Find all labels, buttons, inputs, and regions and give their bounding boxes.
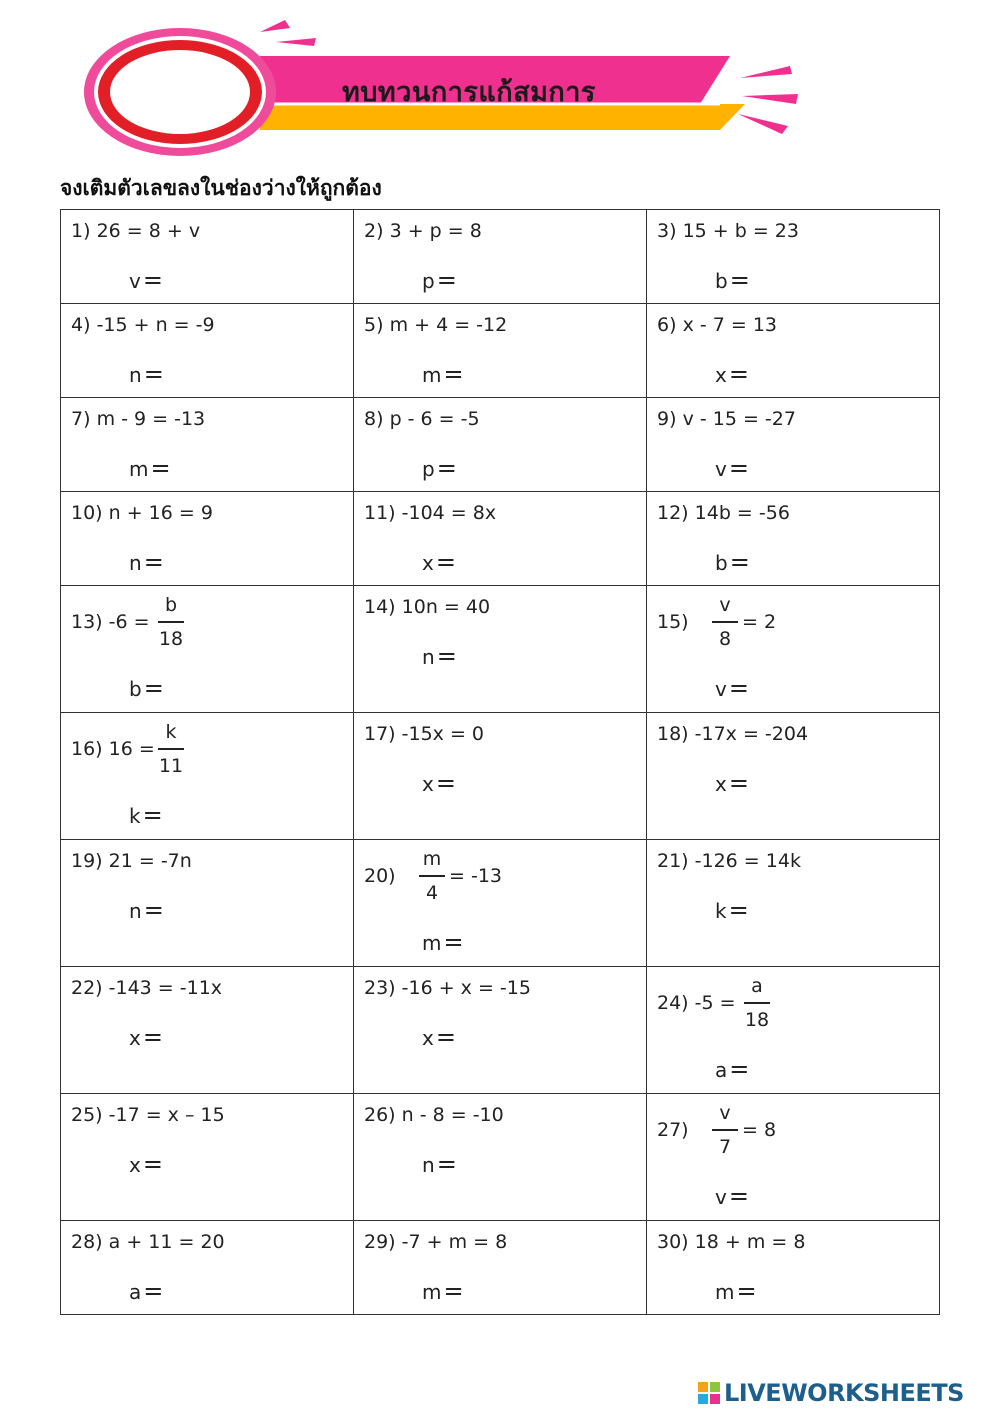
problem-equation bbox=[71, 977, 222, 999]
problem-number: 11) bbox=[364, 502, 396, 524]
fraction-numerator: v bbox=[719, 594, 731, 616]
answer-equals-sign: = bbox=[142, 1150, 163, 1178]
problem-equation bbox=[657, 992, 736, 1014]
liveworksheets-logo bbox=[698, 1378, 964, 1408]
fraction-denominator: 7 bbox=[718, 1136, 732, 1158]
answer-variable: n bbox=[422, 645, 435, 669]
answer-variable: b bbox=[715, 269, 728, 293]
equation-text: 14b = -56 bbox=[694, 502, 790, 524]
answer-variable: k bbox=[715, 899, 727, 923]
answer-variable: b bbox=[715, 551, 728, 575]
answer-equals-sign: = bbox=[143, 548, 164, 576]
grid-row bbox=[61, 210, 940, 304]
problem-number: 1) bbox=[71, 220, 91, 242]
problem-equation bbox=[657, 502, 790, 524]
answer-equals-sign: = bbox=[728, 1182, 749, 1210]
equation-text: 21 = -7n bbox=[108, 850, 192, 872]
problem-cell bbox=[354, 967, 647, 1094]
problem-equation bbox=[364, 1231, 507, 1253]
answer-blank[interactable] bbox=[129, 896, 164, 924]
problem-number: 21) bbox=[657, 850, 689, 872]
equation-text: v - 15 = -27 bbox=[682, 408, 796, 430]
answer-blank[interactable] bbox=[715, 266, 750, 294]
problem-number: 9) bbox=[657, 408, 677, 430]
answer-variable: m bbox=[422, 1280, 442, 1304]
answer-variable: x bbox=[422, 772, 434, 796]
problem-equation bbox=[364, 408, 480, 430]
answer-equals-sign: = bbox=[443, 1277, 464, 1305]
answer-blank[interactable] bbox=[422, 1277, 464, 1305]
problem-cell bbox=[61, 492, 354, 586]
problem-grid bbox=[60, 209, 940, 1315]
problem-equation bbox=[657, 1119, 689, 1141]
fraction-denominator: 8 bbox=[718, 628, 732, 650]
answer-equals-sign: = bbox=[142, 266, 163, 294]
problem-cell bbox=[647, 304, 940, 398]
answer-blank[interactable] bbox=[422, 1023, 456, 1051]
grid-row bbox=[61, 713, 940, 840]
fraction-numerator: m bbox=[422, 848, 442, 870]
equation-text: -143 = -11x bbox=[108, 977, 223, 999]
problem-equation bbox=[657, 850, 801, 872]
problem-number: 15) bbox=[657, 611, 689, 633]
answer-blank[interactable] bbox=[129, 1277, 163, 1305]
problem-equation bbox=[364, 596, 490, 618]
equation-text: -104 = 8x bbox=[401, 502, 497, 524]
answer-blank[interactable] bbox=[715, 1277, 757, 1305]
grid-row bbox=[61, 840, 940, 967]
fraction-bar bbox=[712, 621, 738, 623]
liveworksheets-logo-icon bbox=[698, 1382, 720, 1404]
equation-text: 26 = 8 + v bbox=[96, 220, 201, 242]
problem-cell bbox=[354, 398, 647, 492]
problem-number: 27) bbox=[657, 1119, 689, 1141]
equation-text: -17x = -204 bbox=[694, 723, 809, 745]
grid-row bbox=[61, 967, 940, 1094]
answer-variable: m bbox=[422, 931, 442, 955]
problem-number: 29) bbox=[364, 1231, 396, 1253]
problem-cell bbox=[354, 713, 647, 840]
problem-number: 20) bbox=[364, 865, 396, 887]
problem-cell bbox=[647, 1094, 940, 1221]
equation-text: 15 + b = 23 bbox=[682, 220, 799, 242]
answer-variable: n bbox=[129, 363, 142, 387]
answer-variable: x bbox=[715, 772, 727, 796]
problem-number: 13) bbox=[71, 611, 103, 633]
fraction-bar bbox=[744, 1002, 770, 1004]
fraction-denominator: 4 bbox=[425, 882, 439, 904]
problem-equation bbox=[364, 314, 507, 336]
problem-cell bbox=[354, 210, 647, 304]
answer-equals-sign: = bbox=[728, 360, 749, 388]
answer-blank[interactable] bbox=[715, 548, 750, 576]
problem-number: 6) bbox=[657, 314, 677, 336]
answer-equals-sign: = bbox=[143, 360, 164, 388]
problem-equation bbox=[364, 502, 496, 524]
problem-equation bbox=[657, 220, 799, 242]
answer-blank[interactable] bbox=[129, 1023, 163, 1051]
problem-cell bbox=[354, 304, 647, 398]
answer-equals-sign: = bbox=[435, 1023, 456, 1051]
equation-text: -7 + m = 8 bbox=[401, 1231, 508, 1253]
problem-number: 8) bbox=[364, 408, 384, 430]
equation-prefix: 16 = bbox=[108, 738, 155, 760]
problem-equation bbox=[364, 220, 482, 242]
equation-text: a + 11 = 20 bbox=[108, 1231, 225, 1253]
problem-cell bbox=[61, 713, 354, 840]
answer-equals-sign: = bbox=[729, 266, 750, 294]
problem-equation bbox=[71, 502, 213, 524]
problem-equation bbox=[71, 738, 155, 760]
equation-text: -15x = 0 bbox=[401, 723, 485, 745]
answer-variable: v bbox=[715, 677, 727, 701]
fraction-bar bbox=[158, 748, 184, 750]
fraction bbox=[158, 721, 184, 777]
answer-equals-sign: = bbox=[143, 674, 164, 702]
problem-equation bbox=[71, 850, 192, 872]
instruction-text: จงเติมตัวเลขลงในช่องว่างให้ถูกต้อง bbox=[60, 176, 382, 200]
grid-row bbox=[61, 492, 940, 586]
problem-number: 23) bbox=[364, 977, 396, 999]
problem-number: 14) bbox=[364, 596, 396, 618]
answer-variable: k bbox=[129, 804, 141, 828]
answer-variable: a bbox=[715, 1058, 728, 1082]
problem-cell bbox=[354, 1094, 647, 1221]
equation-text: 3 + p = 8 bbox=[389, 220, 482, 242]
answer-equals-sign: = bbox=[142, 1023, 163, 1051]
fraction-bar bbox=[158, 621, 184, 623]
fraction-numerator: b bbox=[164, 594, 178, 616]
answer-blank[interactable] bbox=[422, 266, 457, 294]
answer-equals-sign: = bbox=[143, 1277, 164, 1305]
liveworksheets-brand: LIVEWORKSHEETS bbox=[724, 1379, 964, 1407]
problem-equation bbox=[364, 977, 531, 999]
answer-equals-sign: = bbox=[436, 642, 457, 670]
problem-number: 28) bbox=[71, 1231, 103, 1253]
fraction bbox=[712, 594, 738, 650]
fraction bbox=[744, 975, 770, 1031]
answer-blank[interactable] bbox=[422, 548, 456, 576]
problem-cell bbox=[647, 398, 940, 492]
worksheet-title: ทบทวนการแก้สมการ bbox=[342, 77, 596, 108]
answer-variable: m bbox=[422, 363, 442, 387]
answer-variable: v bbox=[129, 269, 141, 293]
answer-equals-sign: = bbox=[436, 1150, 457, 1178]
answer-equals-sign: = bbox=[436, 266, 457, 294]
problem-equation bbox=[71, 611, 150, 633]
problem-equation bbox=[364, 1104, 504, 1126]
answer-variable: x bbox=[715, 363, 727, 387]
problem-number: 17) bbox=[364, 723, 396, 745]
fraction bbox=[712, 1102, 738, 1158]
answer-blank[interactable] bbox=[129, 454, 171, 482]
equation-text: x - 7 = 13 bbox=[682, 314, 778, 336]
problem-cell bbox=[647, 840, 940, 967]
fraction-denominator: 18 bbox=[744, 1009, 770, 1031]
problem-cell bbox=[61, 1221, 354, 1315]
answer-blank[interactable] bbox=[129, 674, 164, 702]
problem-number: 10) bbox=[71, 502, 103, 524]
answer-variable: x bbox=[129, 1026, 141, 1050]
problem-number: 19) bbox=[71, 850, 103, 872]
answer-equals-sign: = bbox=[143, 896, 164, 924]
answer-variable: p bbox=[422, 457, 435, 481]
answer-variable: x bbox=[422, 551, 434, 575]
answer-equals-sign: = bbox=[436, 454, 457, 482]
problem-equation bbox=[71, 314, 215, 336]
answer-variable: n bbox=[422, 1153, 435, 1177]
answer-blank[interactable] bbox=[715, 360, 749, 388]
problem-number: 26) bbox=[364, 1104, 396, 1126]
fraction-numerator: v bbox=[719, 1102, 731, 1124]
answer-blank[interactable] bbox=[422, 360, 464, 388]
grid-row bbox=[61, 586, 940, 713]
fraction-bar bbox=[419, 875, 445, 877]
problem-number: 16) bbox=[71, 738, 103, 760]
problem-cell bbox=[647, 713, 940, 840]
problem-cell bbox=[354, 586, 647, 713]
equation-text: -17 = x – 15 bbox=[108, 1104, 225, 1126]
answer-equals-sign: = bbox=[729, 548, 750, 576]
problem-cell bbox=[647, 967, 940, 1094]
problem-cell bbox=[647, 586, 940, 713]
problem-cell bbox=[647, 1221, 940, 1315]
problem-cell bbox=[354, 492, 647, 586]
problem-cell bbox=[61, 398, 354, 492]
problem-equation bbox=[71, 408, 205, 430]
answer-variable: x bbox=[129, 1153, 141, 1177]
answer-blank[interactable] bbox=[422, 1150, 457, 1178]
answer-variable: p bbox=[422, 269, 435, 293]
answer-variable: b bbox=[129, 677, 142, 701]
problem-cell bbox=[647, 210, 940, 304]
answer-equals-sign: = bbox=[150, 454, 171, 482]
fraction bbox=[158, 594, 184, 650]
answer-equals-sign: = bbox=[443, 360, 464, 388]
problem-number: 12) bbox=[657, 502, 689, 524]
answer-variable: v bbox=[715, 1185, 727, 1209]
equation-text: -15 + n = -9 bbox=[96, 314, 215, 336]
answer-blank[interactable] bbox=[715, 769, 749, 797]
header-banner bbox=[80, 18, 800, 163]
equation-prefix: -6 = bbox=[108, 611, 150, 633]
answer-variable: n bbox=[129, 899, 142, 923]
answer-equals-sign: = bbox=[142, 801, 163, 829]
answer-blank[interactable] bbox=[715, 896, 749, 924]
problem-cell bbox=[354, 1221, 647, 1315]
answer-blank[interactable] bbox=[129, 266, 163, 294]
answer-blank[interactable] bbox=[422, 454, 457, 482]
problem-number: 30) bbox=[657, 1231, 689, 1253]
answer-blank[interactable] bbox=[129, 801, 163, 829]
answer-blank[interactable] bbox=[129, 1150, 163, 1178]
answer-blank[interactable] bbox=[715, 454, 749, 482]
grid-row bbox=[61, 398, 940, 492]
problem-cell bbox=[647, 492, 940, 586]
answer-variable: n bbox=[129, 551, 142, 575]
answer-equals-sign: = bbox=[435, 769, 456, 797]
grid-row bbox=[61, 304, 940, 398]
equation-text: m - 9 = -13 bbox=[96, 408, 206, 430]
answer-variable: v bbox=[715, 457, 727, 481]
fraction-denominator: 18 bbox=[158, 628, 184, 650]
answer-blank[interactable] bbox=[422, 769, 456, 797]
equation-suffix: = 2 bbox=[742, 611, 777, 633]
problem-cell bbox=[61, 304, 354, 398]
problem-equation bbox=[71, 1231, 225, 1253]
fraction-numerator: k bbox=[165, 721, 177, 743]
answer-equals-sign: = bbox=[728, 454, 749, 482]
problem-number: 7) bbox=[71, 408, 91, 430]
answer-blank[interactable] bbox=[715, 1182, 749, 1210]
problem-equation bbox=[364, 865, 396, 887]
problem-equation bbox=[657, 611, 689, 633]
problem-number: 22) bbox=[71, 977, 103, 999]
problem-number: 18) bbox=[657, 723, 689, 745]
problem-equation bbox=[71, 1104, 225, 1126]
equation-suffix: = -13 bbox=[449, 865, 502, 887]
problem-number: 3) bbox=[657, 220, 677, 242]
problem-number: 25) bbox=[71, 1104, 103, 1126]
problem-equation bbox=[71, 220, 200, 242]
fraction bbox=[419, 848, 445, 904]
answer-blank[interactable] bbox=[129, 360, 164, 388]
fraction-denominator: 11 bbox=[158, 755, 184, 777]
problem-equation bbox=[657, 408, 796, 430]
problem-cell bbox=[61, 1094, 354, 1221]
fraction-numerator: a bbox=[751, 975, 763, 997]
answer-equals-sign: = bbox=[736, 1277, 757, 1305]
problem-number: 5) bbox=[364, 314, 384, 336]
equation-text: n - 8 = -10 bbox=[401, 1104, 504, 1126]
problem-number: 24) bbox=[657, 992, 689, 1014]
problem-number: 2) bbox=[364, 220, 384, 242]
answer-equals-sign: = bbox=[728, 769, 749, 797]
answer-blank[interactable] bbox=[422, 928, 464, 956]
grid-row bbox=[61, 1094, 940, 1221]
problem-cell bbox=[61, 840, 354, 967]
answer-blank[interactable] bbox=[129, 548, 164, 576]
equation-text: p - 6 = -5 bbox=[389, 408, 480, 430]
answer-variable: m bbox=[715, 1280, 735, 1304]
problem-equation bbox=[657, 1231, 805, 1253]
answer-blank[interactable] bbox=[715, 674, 749, 702]
problem-cell bbox=[61, 210, 354, 304]
answer-blank[interactable] bbox=[715, 1055, 749, 1083]
problem-equation bbox=[364, 723, 484, 745]
equation-text: -16 + x = -15 bbox=[401, 977, 531, 999]
answer-blank[interactable] bbox=[422, 642, 457, 670]
equation-text: -126 = 14k bbox=[694, 850, 801, 872]
equation-prefix: -5 = bbox=[694, 992, 736, 1014]
answer-variable: m bbox=[129, 457, 149, 481]
equation-text: n + 16 = 9 bbox=[108, 502, 213, 524]
answer-variable: a bbox=[129, 1280, 142, 1304]
problem-cell bbox=[354, 840, 647, 967]
fraction-bar bbox=[712, 1129, 738, 1131]
equation-text: m + 4 = -12 bbox=[389, 314, 508, 336]
answer-variable: x bbox=[422, 1026, 434, 1050]
answer-equals-sign: = bbox=[435, 548, 456, 576]
answer-equals-sign: = bbox=[728, 674, 749, 702]
problem-equation bbox=[657, 723, 808, 745]
equation-suffix: = 8 bbox=[742, 1119, 777, 1141]
problem-number: 4) bbox=[71, 314, 91, 336]
grid-row bbox=[61, 1221, 940, 1315]
problem-equation bbox=[657, 314, 777, 336]
problem-cell bbox=[61, 967, 354, 1094]
problem-cell bbox=[61, 586, 354, 713]
equation-text: 18 + m = 8 bbox=[694, 1231, 806, 1253]
answer-equals-sign: = bbox=[729, 1055, 750, 1083]
answer-equals-sign: = bbox=[728, 896, 749, 924]
equation-text: 10n = 40 bbox=[401, 596, 491, 618]
answer-equals-sign: = bbox=[443, 928, 464, 956]
